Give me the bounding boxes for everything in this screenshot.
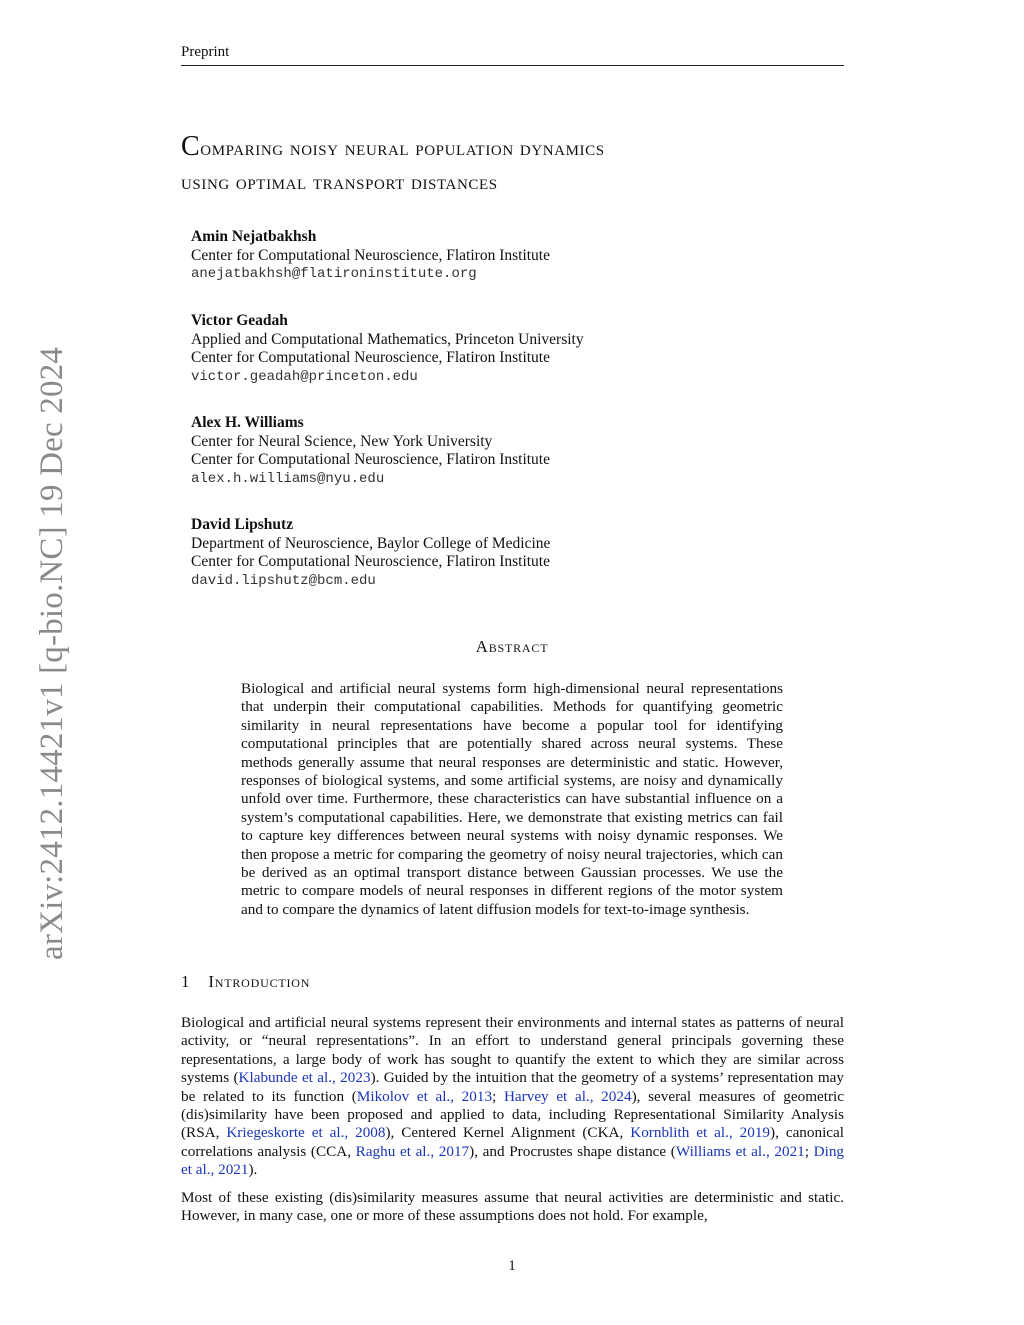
abstract-text: Biological and artificial neural systems form high-dimensional neural representations that underpin their computational capabilities. Methods for quantifying geometric similarity in neural representations have become a popular tool for identifying computational principles that are potentially shared across neural systems. These methods generally assume that neural responses are deterministic and static. However, responses of biological systems, and some artificial systems, are noisy and dynamically unfold over time. Furthermore, these characteristics can have substantial influence on a system’s computational capabilities. Here, we demonstrate that existing metrics can fail to capture key differences between neural systems with noisy dynamic responses. We then propose a metric for comparing the geometry of noisy neural trajectories, which can be derived as an optimal transport distance between Gaussian processes. We use the metric to compare models of neural responses in different regions of the motor system and to compare the dynamics of latent diffusion models for text-to-image synthesis. <box>241 680 783 918</box>
paragraph-text: ), and Procrustes shape distance ( <box>469 1142 676 1160</box>
author-affiliation: Center for Computational Neuroscience, Flatiron Institute <box>191 246 550 264</box>
abstract-heading: Abstract <box>475 637 549 656</box>
title-initial: C <box>181 131 201 162</box>
author-block <box>191 414 831 488</box>
section-title: Introduction <box>208 972 311 991</box>
author-affiliation: Applied and Computational Mathematics, Princeton University <box>191 330 584 348</box>
citation-link[interactable]: Raghu et al., 2017 <box>355 1142 470 1160</box>
author-name: Amin Nejatbakhsh <box>191 228 317 245</box>
paragraph-text: ), several measures of geometric (dis)similarity have been proposed and applied to data, including Representational Similarity Analysis (RSA, <box>181 1087 844 1142</box>
running-header: Preprint <box>181 44 230 60</box>
author-affiliation: Center for Computational Neuroscience, Flatiron Institute <box>191 349 550 366</box>
author-email[interactable]: david.lipshutz@bcm.edu <box>191 572 376 589</box>
paper-title <box>181 130 861 199</box>
author-email[interactable]: alex.h.williams@nyu.edu <box>191 470 385 487</box>
section-number: 1 <box>181 972 191 991</box>
paragraph-text: ; <box>804 1142 814 1160</box>
author-block <box>191 312 831 386</box>
citation-link[interactable]: Mikolov et al., 2013 <box>356 1087 493 1105</box>
citation-link[interactable]: Ding et al., 2021 <box>181 1142 845 1179</box>
intro-paragraph: Most of these existing (dis)similarity measures assume that neural activities are deterministic and static. However, in many case, one or more of these assumptions does not hold. For example, <box>181 1189 844 1225</box>
paragraph-text: ; <box>492 1087 504 1105</box>
title-line-1: omparing noisy neural population dynamics <box>200 135 605 160</box>
citation-link[interactable]: Klabunde et al., 2023 <box>238 1069 371 1087</box>
author-affiliation: Center for Computational Neuroscience, Flatiron Institute <box>191 451 550 468</box>
title-line-2: using optimal transport distances <box>181 169 498 194</box>
author-affiliation: Center for Computational Neuroscience, Flatiron Institute <box>191 553 550 570</box>
citation-link[interactable]: Kriegeskorte et al., 2008 <box>226 1124 386 1142</box>
author-affiliation: Center for Neural Science, New York University <box>191 432 493 450</box>
paragraph-text: ). Guided by the intuition that the geometry of a systems’ representation may be related to its function ( <box>181 1069 844 1105</box>
citation-link[interactable]: Harvey et al., 2024 <box>503 1087 632 1105</box>
citation-link[interactable]: Williams et al., 2021 <box>675 1142 805 1160</box>
paragraph-text: ), canonical correlations analysis (CCA, <box>181 1124 845 1160</box>
paragraph-text: ), Centered Kernel Alignment (CKA, <box>385 1124 631 1142</box>
author-block <box>191 228 831 284</box>
author-name: David Lipshutz <box>191 516 294 533</box>
header-divider <box>181 65 844 66</box>
author-email[interactable]: anejatbakhsh@flatironinstitute.org <box>191 266 477 282</box>
paragraph-text: Biological and artificial neural systems represent their environments and internal states as patterns of neural activity, or “neural representations”. In an effort to understand general principals governing these representations, a large body of work has sought to quantify the extent to which they are similar across systems ( <box>181 1014 844 1087</box>
author-block <box>191 516 831 590</box>
paragraph-text: ). <box>248 1161 258 1179</box>
page-number: 1 <box>508 1258 516 1274</box>
author-email[interactable]: victor.geadah@princeton.edu <box>191 368 418 385</box>
citation-link[interactable]: Kornblith et al., 2019 <box>630 1124 771 1142</box>
author-affiliation: Department of Neuroscience, Baylor College of Medicine <box>191 534 551 552</box>
arxiv-identifier-stamp[interactable]: arXiv:2412.14421v1 [q-bio.NC] 19 Dec 2024 <box>34 346 70 960</box>
author-name: Victor Geadah <box>191 312 288 329</box>
section-heading <box>181 972 310 992</box>
intro-paragraph <box>181 1014 844 1180</box>
author-name: Alex H. Williams <box>191 414 304 431</box>
